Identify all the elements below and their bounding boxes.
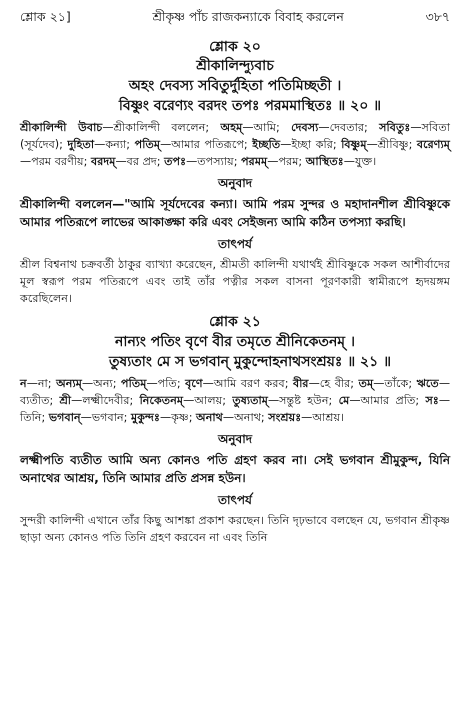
synonym-term: বিষ্ণুম্	[341, 138, 367, 151]
synonym-meaning: —পরম;	[267, 155, 306, 168]
synonym-term: ভগবান্	[48, 411, 81, 424]
synonym-meaning: —আমি;	[242, 121, 292, 134]
synonym-term: বরদম্	[90, 155, 116, 168]
purport-21: সুন্দরী কালিন্দী এখানে তাঁর কিছু আশঙ্কা প্রকাশ করছেন। তিনি দৃঢ়ভাবে বলছেন যে, ভগবান শ্রীকৃষ্ণ ছাড়া অন্য কোনও পতি তিনি গ্রহণ করবেন না এবং তিনি	[20, 514, 450, 544]
synonym-meaning: —না;	[26, 377, 57, 390]
synonym-meaning: —আমার পতিরূপে;	[160, 138, 253, 151]
synonym-meaning: —তপস্যায়;	[186, 155, 242, 168]
synonym-meaning: —ইচ্ছা করি;	[280, 138, 342, 151]
synonym-term: দেবস্য	[291, 121, 319, 134]
synonym-term: দুহিতা	[67, 138, 95, 151]
synonym-term: মুকুন্দঃ	[130, 411, 160, 424]
synonym-term: পতিম্	[121, 377, 147, 390]
synonym-term: সংশ্রয়ঃ	[268, 411, 302, 424]
synonym-term: শ্রী	[59, 394, 72, 407]
synonym-term: বীর	[293, 377, 309, 390]
synonym-meaning: —যুক্ত।	[343, 155, 377, 168]
synonym-meaning: —ভগবান;	[80, 411, 131, 424]
page-header	[20, 8, 450, 30]
synonym-term: পরমম্	[241, 155, 268, 168]
synonym-meaning: —তিনি;	[20, 394, 450, 424]
synonym-term: আস্থিতঃ	[305, 155, 344, 168]
synonym-term: সঃ	[425, 394, 439, 407]
synonym-term: নিকেতনম্	[139, 394, 184, 407]
synonym-meaning: —বর প্রদ;	[115, 155, 165, 168]
synonym-meaning: —পরম বরণীয়;	[20, 155, 91, 168]
synonym-meaning: —শ্রীকালিন্দী বললেন;	[102, 121, 221, 134]
synonym-meaning: —পতি;	[146, 377, 186, 390]
synonym-term: মে	[338, 394, 350, 407]
verse-heading-20: শ্লোক ২০	[209, 39, 261, 55]
translation-label-21: অনুবাদ	[217, 432, 253, 446]
page-number: ৩৮৭	[425, 9, 450, 24]
synonym-term: বৃণে	[185, 377, 203, 390]
synonym-term: ন	[20, 377, 27, 390]
synonym-term: ইচ্ছতি	[252, 138, 281, 151]
speaker-line: শ্রীকালিন্দ্যুবাচ	[196, 58, 274, 74]
synonym-term: ঋতে	[416, 377, 439, 390]
synonym-meaning: —সন্তুষ্ট হউন;	[267, 394, 339, 407]
synonym-term: তপঃ	[164, 155, 187, 168]
synonyms-20	[20, 119, 450, 170]
verse-21-line-1: নান্যং পতিং বৃণে বীর তমৃতে শ্রীনিকেতনম্ ।	[115, 334, 355, 350]
synonym-term: সবিতুঃ	[379, 121, 411, 134]
synonym-meaning: —কৃষ্ণ;	[159, 411, 197, 424]
synonym-term: অহম্	[220, 121, 243, 134]
synonym-term: পতিম্	[134, 138, 161, 151]
purport-label-20: তাৎপর্য	[218, 237, 252, 251]
synonym-meaning: —কন্যা;	[94, 138, 135, 151]
synonym-meaning: —আশ্রয়।	[301, 411, 345, 424]
synonym-meaning: —সবিতা (সূর্যদেব);	[20, 121, 451, 151]
synonym-meaning: —শ্রীবিষ্ণু;	[366, 138, 417, 151]
synonyms-21	[20, 375, 450, 426]
translation-20: শ্রীকালিন্দী বললেন—"আমি সূর্যদেবের কন্যা। আমি পরম সুন্দর ও মহাদানশীল শ্রীবিষ্ণুকে আমার পতিরূপে লাভের আকাঙ্ক্ষা করি এবং সেইজন্য আমি কঠিন তপস্যা করছি।	[20, 197, 450, 229]
chapter-title: শ্রীকৃষ্ণ পাঁচ রাজকন্যাকে বিবাহ করলেন	[152, 9, 344, 24]
synonym-meaning: —লক্ষ্মীদেবীর;	[71, 394, 140, 407]
synonym-meaning: —হে বীর;	[308, 377, 359, 390]
translation-label-20: অনুবাদ	[217, 176, 253, 190]
synonym-term: তম্	[358, 377, 374, 390]
synonym-meaning: —দেবতার;	[318, 121, 380, 134]
synonym-meaning: —অন্য;	[81, 377, 122, 390]
synonym-meaning: —আলয়;	[183, 394, 233, 407]
synonym-term: বরেণ্যম্	[416, 138, 451, 151]
synonym-term: তুষ্যতাম্	[232, 394, 268, 407]
synonym-term: শ্রীকালিন্দী উবাচ	[20, 121, 103, 134]
synonym-meaning: —আমার প্রতি;	[349, 394, 426, 407]
synonym-meaning: —অনাথ;	[222, 411, 269, 424]
purport-label-21: তাৎপর্য	[218, 493, 252, 507]
synonym-meaning: —ব্যতীত;	[20, 377, 451, 407]
verse-20-line-2: বিষ্ণুং বরেণ্যং বরদং তপঃ পরমমাস্থিতঃ ॥ ২০ ॥	[118, 98, 382, 114]
translation-21: লক্ষ্মীপতি ব্যতীত আমি অন্য কোনও পতি গ্রহণ করব না। সেই ভগবান শ্রীমুকুন্দ, যিনি অনাথের আশ্রয়, তিনি আমার প্রতি প্রসন্ন হউন।	[20, 453, 450, 485]
synonym-term: অন্যম্	[56, 377, 82, 390]
header-verse-ref: শ্লোক ২১]	[20, 9, 71, 24]
purport-20: শ্রীল বিশ্বনাথ চক্রবর্তী ঠাকুর ব্যাখ্যা করেছেন, শ্রীমতী কালিন্দী যথার্থই শ্রীবিষ্ণুকে সকল আশীর্বাদের মূল স্বরূপ পরম পতিরূপে এবং তাই তাঁর পত্নীর সকল বাসনা পূরণকারী স্বামীরূপে হৃদয়ঙ্গম করেছিলেন।	[20, 258, 450, 305]
synonym-term: অনাথ	[196, 411, 223, 424]
verse-21-line-2: তুষ্যতাং মে স ভগবান্ মুকুন্দোহনাথসংশ্রয়ঃ ॥ ২১ ॥	[108, 354, 392, 370]
verse-20-line-1: অহং দেবস্য সবিতুর্দুহিতা পতিমিচ্ছতী ।	[128, 78, 342, 94]
synonym-meaning: —তাঁকে;	[373, 377, 417, 390]
synonym-meaning: —আমি বরণ করব;	[202, 377, 293, 390]
verse-heading-21: শ্লোক ২১	[209, 314, 261, 330]
